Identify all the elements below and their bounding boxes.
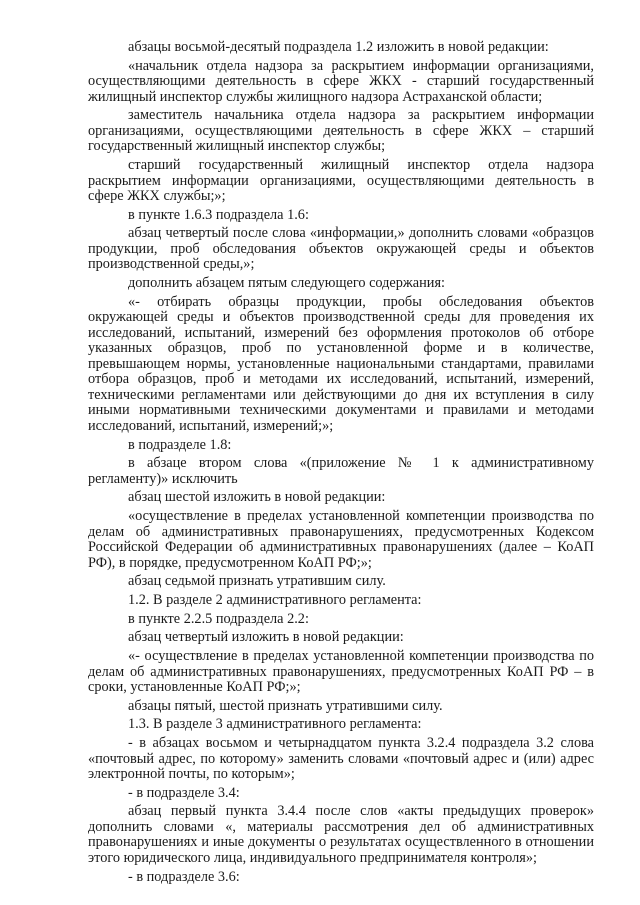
paragraph: - в подразделе 3.4: bbox=[128, 784, 240, 801]
paragraph: в пункте 1.6.3 подраздела 1.6: bbox=[128, 206, 309, 223]
paragraph: «осуществление в пределах установленной компетенции производства по делам об административных правонарушениях, предусмотренных Кодексом Российской Федерации об административных правонарушениях (далее – КоАП РФ), в порядке, предусмотренном КоАП РФ;»; bbox=[88, 508, 594, 571]
paragraph: заместитель начальника отдела надзора за раскрытием информации организациями, осуществляющими деятельность в сфере ЖКХ – старший государственный жилищный инспектор службы; bbox=[88, 107, 594, 155]
paragraph: абзац четвертый после слова «информации,» дополнить словами «образцов продукции, проб обследования объектов окружающей среды и объектов производственной среды,»; bbox=[88, 225, 594, 273]
paragraph: в абзаце втором слова «(приложение № 1 к административному регламенту)» исключить bbox=[88, 455, 594, 487]
paragraph: 1.3. В разделе 3 административного регламента: bbox=[128, 716, 422, 733]
paragraph: в пункте 2.2.5 подраздела 2.2: bbox=[128, 610, 309, 627]
paragraph: абзац первый пункта 3.4.4 после слов «акты предыдущих проверок» дополнить словами «, материалы рассмотрения дел об административных правонарушениях и иные документы о результатах осуществленного в отношении этого юридического лица, индивидуального предпринимателя контроля»; bbox=[88, 803, 594, 866]
paragraph: в подразделе 1.8: bbox=[128, 436, 232, 453]
paragraph: «- отбирать образцы продукции, пробы обследования объектов окружающей среды и объектов производственной среды для проведения их исследований, испытаний, измерений без оформления протоколов об отборе указанных образцов, проб по установленной форме и в количестве, превышающем нормы, установленные национальными стандартами, правилами отбора образцов, проб и методами их исследований, испытаний, измерений, техническими регламентами или действующими до дня их вступления в силу иными нормативными техническими документами и правилами и методами исследований, испытаний, измерений;»; bbox=[88, 293, 594, 434]
paragraph: абзацы восьмой-десятый подраздела 1.2 изложить в новой редакции: bbox=[128, 39, 549, 55]
paragraph: старший государственный жилищный инспектор отдела надзора раскрытием информации организациями, осуществляющими деятельность в сфере ЖКХ службы;»; bbox=[88, 157, 594, 205]
paragraph: дополнить абзацем пятым следующего содержания: bbox=[128, 275, 445, 292]
paragraph: «начальник отдела надзора за раскрытием информации организациями, осуществляющими деятельность в сфере ЖКХ - старший государственный жилищный инспектор службы жилищного надзора Астраханской области; bbox=[88, 57, 594, 105]
paragraph: - в подразделе 3.6: bbox=[128, 868, 240, 885]
paragraph: абзацы пятый, шестой признать утратившими силу. bbox=[128, 697, 443, 714]
paragraph: абзац седьмой признать утратившим силу. bbox=[128, 573, 386, 590]
paragraph: абзац шестой изложить в новой редакции: bbox=[128, 489, 386, 506]
paragraph: «- осуществление в пределах установленной компетенции производства по делам об административных правонарушениях, предусмотренных КоАП РФ – в сроки, установленные КоАП РФ;»; bbox=[88, 648, 594, 695]
paragraph: абзац четвертый изложить в новой редакции: bbox=[128, 629, 404, 646]
paragraph: 1.2. В разделе 2 административного регламента: bbox=[128, 591, 422, 608]
paragraph: - в абзацах восьмом и четырнадцатом пункта 3.2.4 подраздела 3.2 слова «почтовый адрес, по которому» заменить словами «почтовый адрес и (или) адрес электронной почты, по которым»; bbox=[88, 735, 594, 783]
